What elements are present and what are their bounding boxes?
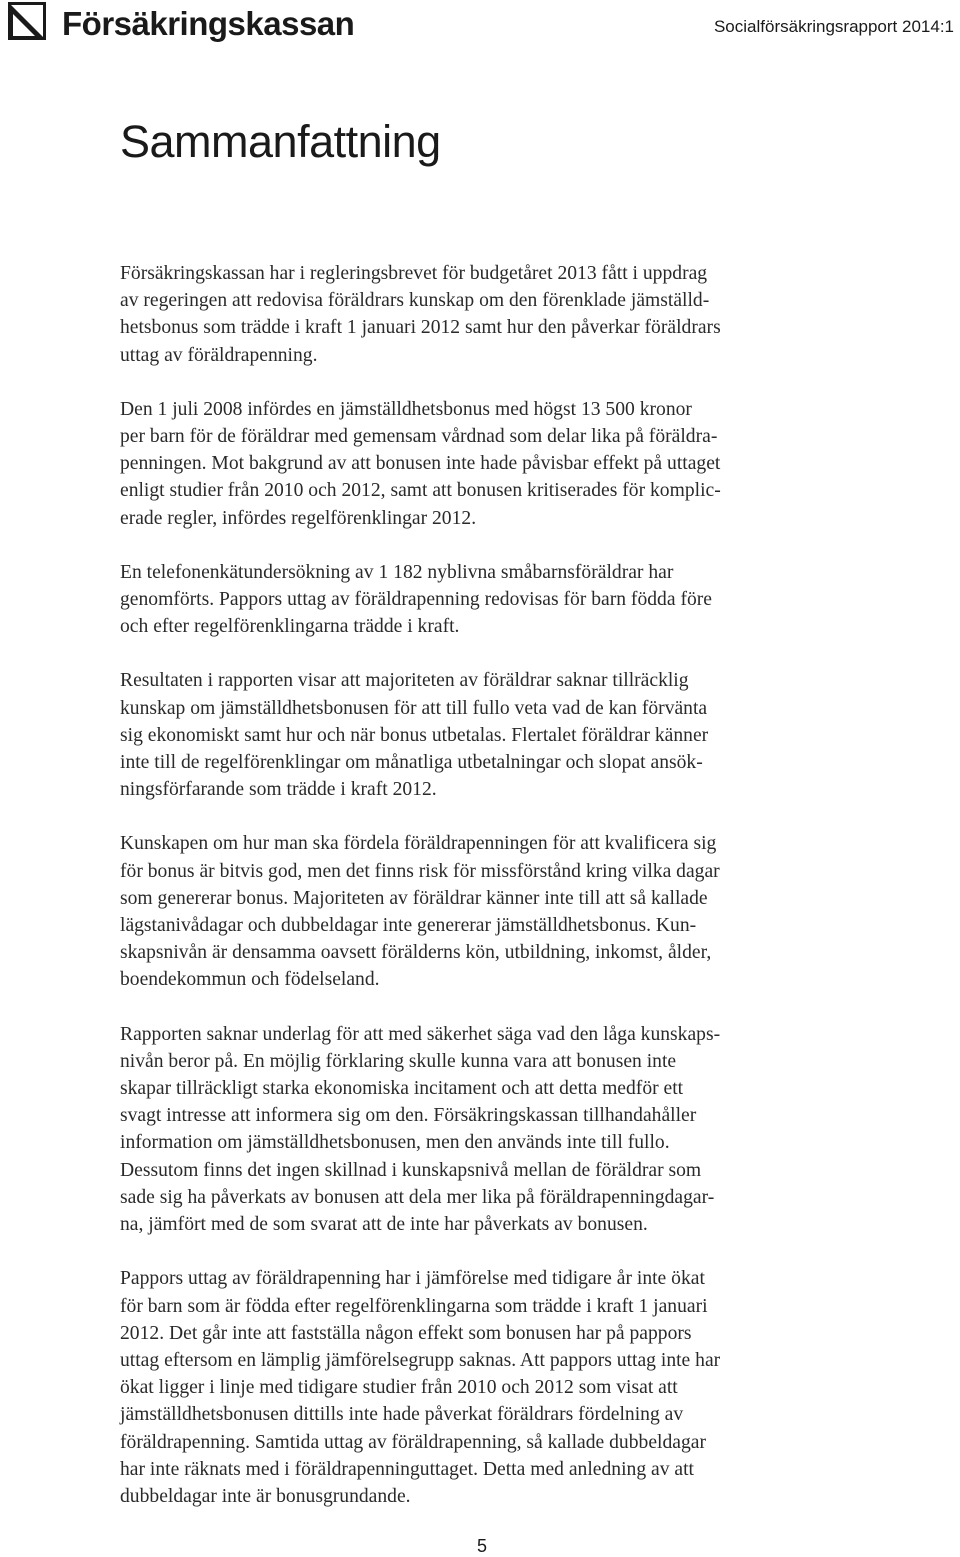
paragraph: Kunskapen om hur man ska fördela föräldrapenningen för att kvalificera sig för bonus är bitvis god, men det finns risk för missförstånd kring vilka dagar som genererar bonus. Majoriteten av föräldrar känner inte till att så kallade lägstanivådagar och dubbeldagar inte genererar jämställdhetsbonus. Kun- skapsnivån är densamma oavsett förälderns kön, utbildning, inkomst, ålder, boendekommun och födelseland. (120, 833, 720, 991)
paragraph: En telefonenkätundersökning av 1 182 nyblivna småbarnsföräldrar har genomförts. Pappors uttag av föräldrapenning redovisas för barn födda före och efter regelförenklingarna trädde i kraft. (120, 561, 712, 638)
page-number: 5 (477, 1536, 488, 1556)
page-header (0, 0, 960, 50)
paragraph: Pappors uttag av föräldrapenning har i jämförelse med tidigare år inte ökat för barn som är födda efter regelförenklingarna som trädde i kraft 1 januari 2012. Det går inte att fastställa någon effekt som bonusen har på pappors uttag eftersom en lämplig jämförelsegrupp saknas. Att pappors uttag inte har ökat ligger i linje med tidigare studier från 2010 och 2012 som visat att jämställdhetsbonusen dittills inte hade påverkat föräldrars fördelning av föräldrapenning. Samtida uttag av föräldrapenning, så kallade dubbeldagar har inte räknats med i föräldrapenninguttaget. Detta med anledning av att dubbeldagar inte är bonusgrundande. (120, 1268, 721, 1507)
report-label: Socialförsäkringsrapport 2014:1 (713, 17, 954, 36)
paragraph: Resultaten i rapporten visar att majoriteten av föräldrar saknar tillräcklig kunskap om jämställdhetsbonusen för att till fullo veta vad de kan förvänta sig ekonomiskt samt hur och när bonus utbetalas. Flertalet föräldrar känner inte till de regelförenklingar om månatliga utbetalningar och slopat ansök- ningsförfarande som trädde i kraft 2012. (120, 670, 709, 801)
logo-wordmark: Försäkringskassan (62, 5, 355, 42)
paragraph: Försäkringskassan har i regleringsbrevet för budgetåret 2013 fått i uppdrag av regeringen att redovisa föräldrars kunskap om den förenklade jämställd- hetsbonus som trädde i kraft 1 januari 2012 samt hur den påverkar föräldrars uttag av föräldrapenning. (120, 263, 721, 366)
paragraph: Rapporten saknar underlag för att med säkerhet säga vad den låga kunskaps- nivån beror på. En möjlig förklaring skulle kunna vara att bonusen inte skapar tillräckligt starka ekonomiska incitament och att detta medför ett svagt intresse att informera sig om den. Försäkringskassan tillhandahåller information om jämställdhetsbonusen, men den används inte till fullo. Dessutom finns det ingen skillnad i kunskapsnivå mellan de föräldrar som sade sig ha påverkats av bonusen att dela mer lika på föräldrapenningdagar- na, jämfört med de som svarat att de inte har påverkats av bonusen. (120, 1023, 721, 1236)
summary-body (120, 260, 860, 1537)
page-title: Sammanfattning (120, 116, 441, 167)
paragraph: Den 1 juli 2008 infördes en jämställdhetsbonus med högst 13 500 kronor per barn för de föräldrar med gemensam vårdnad som delar lika på föräldra- penningen. Mot bakgrund av att bonusen inte hade påvisbar effekt på uttaget enligt studier från 2010 och 2012, samt att bonusen kritiserades för komplic- erade regler, infördes regelförenklingar 2012. (120, 398, 721, 529)
forsakringskassan-logo-icon (8, 2, 46, 40)
